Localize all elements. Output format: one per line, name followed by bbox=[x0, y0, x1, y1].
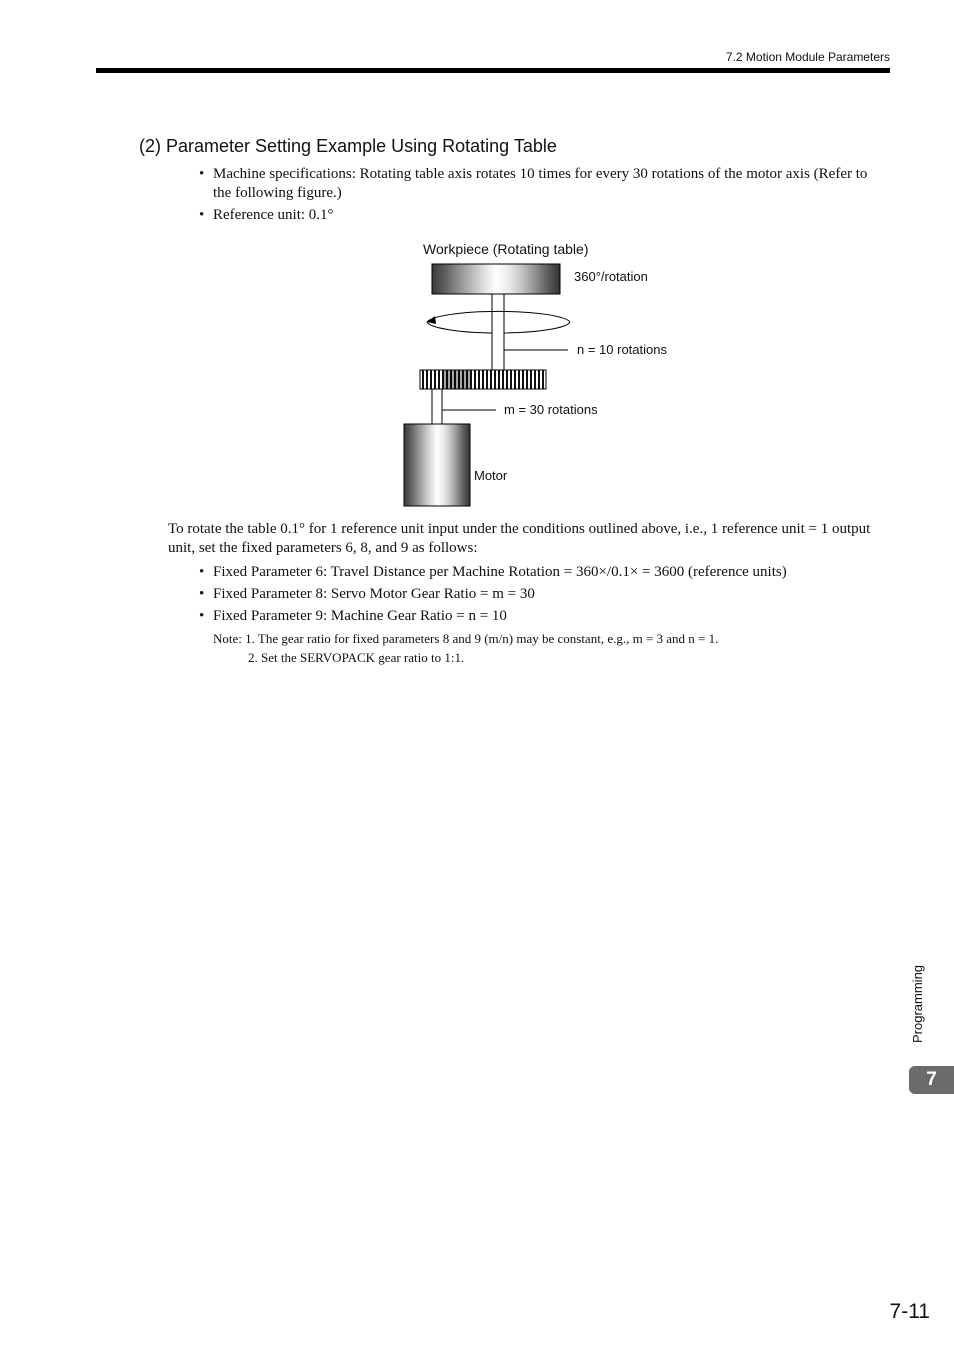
rotation-ellipse-front-right bbox=[504, 322, 570, 333]
note-1: Note: 1. The gear ratio for fixed parameters 8 and 9 (m/n) may be constant, e.g., m = 3 and n = 1. bbox=[213, 631, 719, 646]
list-item-text: Fixed Parameter 9: Machine Gear Ratio = n = 10 bbox=[213, 608, 507, 624]
list-item-text: Machine specifications: Rotating table axis rotates 10 times for every 30 rotations of the motor axis (Refer to the following figure.) bbox=[213, 166, 868, 201]
list-item bbox=[199, 165, 889, 203]
motor-label: Motor bbox=[474, 468, 508, 483]
rotation-label: 360°/rotation bbox=[574, 269, 648, 284]
list-item bbox=[199, 585, 889, 604]
spec-list bbox=[199, 165, 889, 228]
body-paragraph: To rotate the table 0.1° for 1 reference unit input under the conditions outlined above, i.e., 1 reference unit = 1 output unit, set the fixed parameters 6, 8, and 9 as follows: bbox=[168, 521, 871, 556]
parameter-list bbox=[199, 563, 889, 629]
note-2: 2. Set the SERVOPACK gear ratio to 1:1. bbox=[248, 650, 465, 665]
list-item-text: Fixed Parameter 8: Servo Motor Gear Ratio = m = 30 bbox=[213, 586, 535, 602]
chapter-tab: 7 bbox=[909, 1066, 954, 1094]
bullet-mark: • bbox=[199, 207, 205, 223]
header-rule bbox=[96, 68, 890, 73]
rotation-arrow-icon bbox=[427, 316, 436, 324]
n-rotations-label: n = 10 rotations bbox=[577, 342, 667, 357]
table-shaft bbox=[492, 294, 504, 371]
list-item bbox=[199, 563, 889, 582]
gear-teeth bbox=[420, 370, 546, 389]
list-item-text: Reference unit: 0.1° bbox=[213, 207, 334, 223]
section-title: (2) Parameter Setting Example Using Rotating Table bbox=[139, 136, 557, 156]
bullet-mark: • bbox=[199, 564, 205, 580]
motor-body bbox=[404, 424, 470, 506]
list-item-text: Fixed Parameter 6: Travel Distance per Machine Rotation = 360×/0.1× = 3600 (reference units) bbox=[213, 564, 787, 580]
bullet-mark: • bbox=[199, 608, 205, 624]
list-item bbox=[199, 206, 889, 225]
gear-hub-shade bbox=[444, 370, 470, 389]
motor-shaft bbox=[432, 389, 442, 424]
notes-block bbox=[213, 629, 718, 667]
list-item bbox=[199, 607, 889, 626]
page-number: 7-11 bbox=[889, 1300, 930, 1323]
rotating-table-drum bbox=[432, 264, 560, 294]
m-rotations-label: m = 30 rotations bbox=[504, 402, 598, 417]
workpiece-label: Workpiece (Rotating table) bbox=[423, 241, 589, 257]
running-header: 7.2 Motion Module Parameters bbox=[725, 50, 890, 64]
rotating-table-figure bbox=[390, 236, 690, 516]
chapter-side-label: Programming bbox=[910, 964, 925, 1043]
rotation-ellipse-front-left bbox=[427, 322, 492, 333]
bullet-mark: • bbox=[199, 586, 205, 602]
bullet-mark: • bbox=[199, 166, 205, 182]
